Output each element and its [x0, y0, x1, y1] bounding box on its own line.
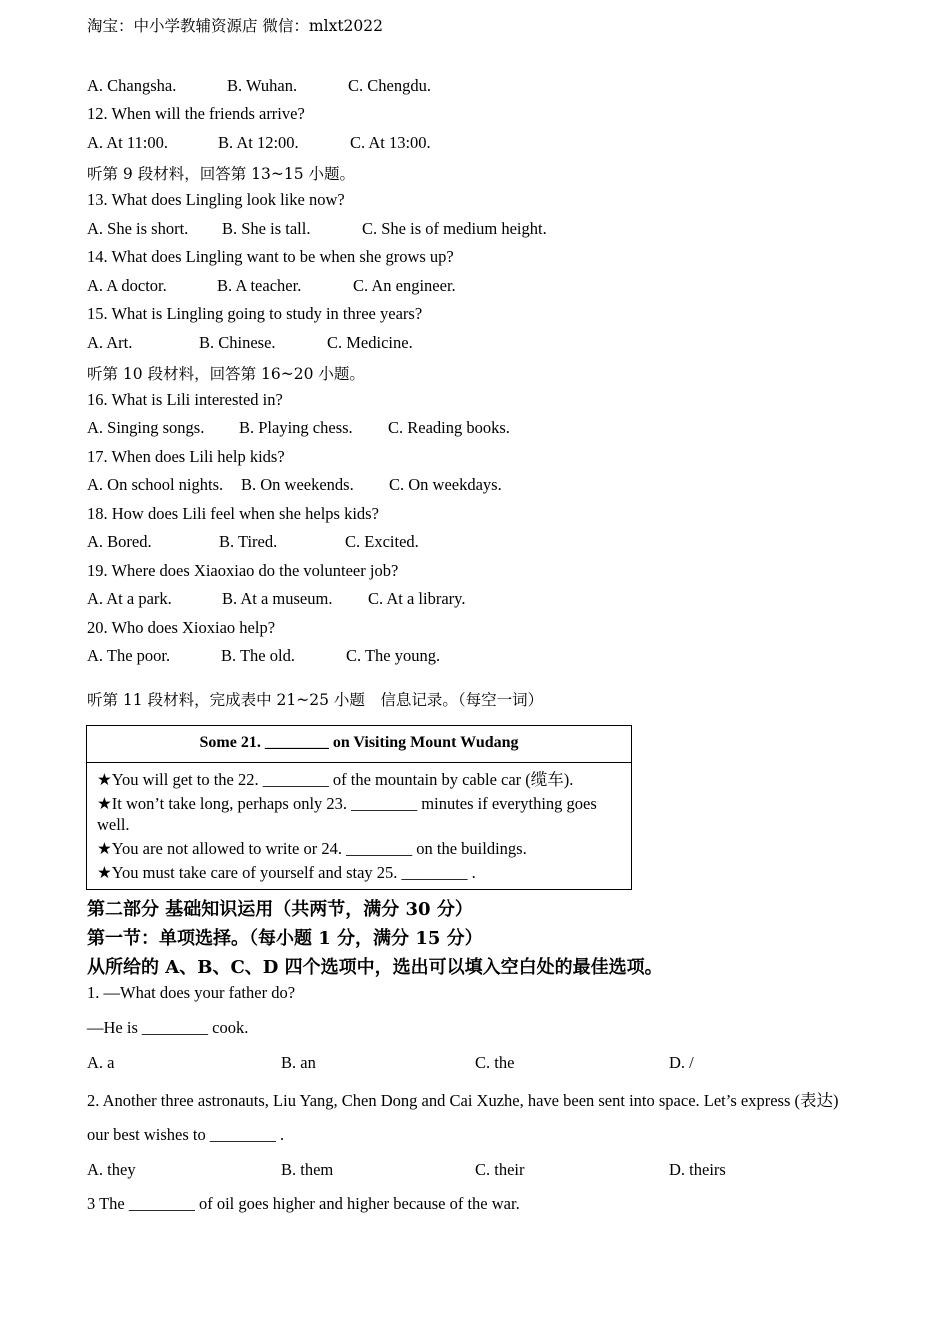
mc2-continuation: our best wishes to ________ . [87, 1125, 285, 1144]
mc2-option-b[interactable]: B. them [281, 1160, 334, 1179]
mc1-option-a[interactable]: A. a [87, 1053, 115, 1072]
q13-option-a[interactable]: A. She is short. [87, 219, 189, 238]
q19-option-a[interactable]: A. At a park. [87, 589, 172, 608]
q11-option-b[interactable]: B. Wuhan. [227, 76, 298, 95]
section-11-instruction: 听第 11 段材料，完成表中 21~25 小题 信息记录。（每空一词） [87, 691, 544, 709]
mc1-option-d[interactable]: D. / [669, 1053, 694, 1072]
table-row: ★You will get to the 22. ________ of the mountain by cable car (缆车). [97, 770, 574, 789]
q13-question: 13. What does Lingling look like now? [87, 190, 345, 209]
q16-question: 16. What is Lili interested in? [87, 390, 283, 409]
mc2-option-c[interactable]: C. their [475, 1160, 525, 1179]
q17-question: 17. When does Lili help kids? [87, 447, 285, 466]
table-row: ★It won’t take long, perhaps only 23. ________ minutes if everything goes well. [97, 794, 597, 834]
q12-question: 12. When will the friends arrive? [87, 104, 305, 123]
q14-option-a[interactable]: A. A doctor. [87, 276, 167, 295]
q12-option-b[interactable]: B. At 12:00. [218, 133, 299, 152]
section-9-instruction: 听第 9 段材料，回答第 13~15 小题。 [87, 165, 356, 183]
q20-option-b[interactable]: B. The old. [221, 646, 295, 665]
q14-option-c[interactable]: C. An engineer. [353, 276, 456, 295]
q15-question: 15. What is Lingling going to study in three years? [87, 304, 423, 323]
q15-option-b[interactable]: B. Chinese. [199, 333, 276, 352]
q15-option-c[interactable]: C. Medicine. [327, 333, 413, 352]
q20-question: 20. Who does Xioxiao help? [87, 618, 276, 637]
q20-option-c[interactable]: C. The young. [346, 646, 441, 665]
mc1-answer-line: —He is ________ cook. [87, 1018, 249, 1037]
q13-option-c[interactable]: C. She is of medium height. [362, 219, 547, 238]
q11-option-c[interactable]: C. Chengdu. [348, 76, 431, 95]
mc1-option-c[interactable]: C. the [475, 1053, 515, 1072]
mc2-option-a[interactable]: A. they [87, 1160, 136, 1179]
part-2-instruction: 从所给的 A、B、C、D 四个选项中，选出可以填入空白处的最佳选项。 [87, 957, 663, 978]
q18-option-b[interactable]: B. Tired. [219, 532, 278, 551]
q17-option-c[interactable]: C. On weekdays. [389, 475, 502, 494]
q18-option-a[interactable]: A. Bored. [87, 532, 152, 551]
q15-option-a[interactable]: A. Art. [87, 333, 133, 352]
page-header: 淘宝：中小学教辅资源店 微信：mlxt2022 [87, 17, 383, 35]
q18-question: 18. How does Lili feel when she helps kids? [87, 504, 379, 523]
q19-option-c[interactable]: C. At a library. [368, 589, 466, 608]
table-row: ★You must take care of yourself and stay 25. ________ . [97, 863, 476, 882]
mc3-question: 3 The ________ of oil goes higher and higher because of the war. [87, 1194, 520, 1213]
mc1-question: 1. —What does your father do? [87, 983, 296, 1002]
q19-question: 19. Where does Xiaoxiao do the volunteer job? [87, 561, 399, 580]
mc2-option-d[interactable]: D. theirs [669, 1160, 726, 1179]
section-1-title: 第一节：单项选择。（每小题 1 分，满分 15 分） [87, 928, 483, 949]
q17-option-a[interactable]: A. On school nights. [87, 475, 224, 494]
q16-option-a[interactable]: A. Singing songs. [87, 418, 205, 437]
q18-option-c[interactable]: C. Excited. [345, 532, 419, 551]
q14-question: 14. What does Lingling want to be when she grows up? [87, 247, 454, 266]
info-record-table [86, 725, 632, 890]
table-title: Some 21. ________ on Visiting Mount Wudang [87, 726, 631, 763]
q14-option-b[interactable]: B. A teacher. [217, 276, 302, 295]
q11-option-a[interactable]: A. Changsha. [87, 76, 177, 95]
q16-option-c[interactable]: C. Reading books. [388, 418, 510, 437]
q13-option-b[interactable]: B. She is tall. [222, 219, 311, 238]
section-10-instruction: 听第 10 段材料，回答第 16~20 小题。 [87, 365, 365, 383]
q16-option-b[interactable]: B. Playing chess. [239, 418, 353, 437]
q17-option-b[interactable]: B. On weekends. [241, 475, 354, 494]
part-2-title: 第二部分 基础知识运用（共两节，满分 30 分） [87, 899, 473, 920]
mc1-option-b[interactable]: B. an [281, 1053, 316, 1072]
mc2-question: 2. Another three astronauts, Liu Yang, Chen Dong and Cai Xuzhe, have been sent into space. Let’s express (表达) [87, 1091, 839, 1110]
q12-option-a[interactable]: A. At 11:00. [87, 133, 168, 152]
q19-option-b[interactable]: B. At a museum. [222, 589, 333, 608]
q12-option-c[interactable]: C. At 13:00. [350, 133, 431, 152]
q20-option-a[interactable]: A. The poor. [87, 646, 171, 665]
table-row: ★You are not allowed to write or 24. ________ on the buildings. [97, 839, 527, 858]
